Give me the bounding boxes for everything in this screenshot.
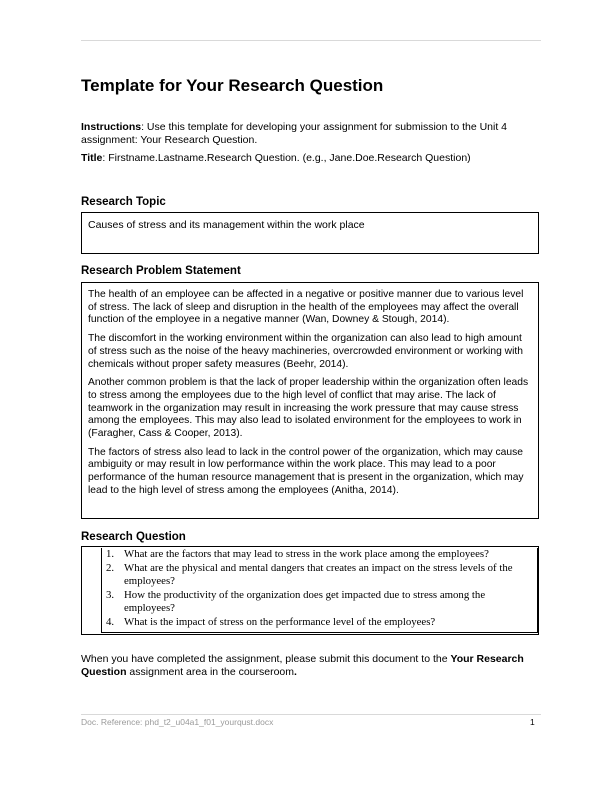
header-divider — [81, 40, 541, 41]
research-question-heading: Research Question — [81, 531, 186, 543]
closing-paragraph — [81, 653, 541, 679]
research-topic-text: Causes of stress and its management within the work place — [88, 219, 365, 231]
list-item-number: 1. — [106, 548, 115, 560]
instructions-paragraph — [81, 121, 541, 147]
research-topic-heading: Research Topic — [81, 196, 166, 208]
instructions-text: : Use this template for developing your assignment for submission to the Unit 4 assignment: Your Research Question. — [81, 121, 508, 146]
list-item-text: How the productivity of the organization does get impacted due to stress among the employees? — [124, 588, 486, 614]
closing-period: . — [294, 666, 297, 678]
list-item — [102, 562, 537, 589]
footer-divider — [81, 714, 541, 715]
research-question-box[interactable] — [81, 546, 539, 635]
problem-paragraph: The factors of stress also lead to lack in the control power of the organization, which may cause ambiguity or may result in low performance within the work place. This may lead to a poor performance of the human resource management that is present in the organization, which may lead to the high level of stress among the employees (Anitha, 2014). — [88, 446, 524, 496]
footer-doc-reference: Doc. Reference: phd_t2_u04a1_f01_yourqust.docx — [81, 717, 274, 727]
footer-page-number: 1 — [530, 717, 535, 727]
closing-text: When you have completed the assignment, please submit this document to the — [81, 653, 451, 665]
instructions-label: Instructions — [81, 121, 142, 133]
title-paragraph — [81, 152, 541, 165]
title-label: Title — [81, 152, 103, 164]
closing-text-after: assignment area in the courseroom — [126, 666, 295, 678]
page-title: Template for Your Research Question — [81, 76, 384, 95]
list-item-text: What are the factors that may lead to stress in the work place among the employees? — [124, 548, 489, 560]
title-text: : Firstname.Lastname.Research Question. (e.g., Jane.Doe.Research Question) — [102, 152, 471, 164]
problem-statement-box[interactable] — [81, 282, 539, 519]
list-item-number: 2. — [106, 561, 115, 574]
problem-statement-heading: Research Problem Statement — [81, 265, 241, 277]
research-question-list — [102, 548, 537, 629]
assignment-area-name: Your Research Question — [81, 653, 524, 678]
list-item-text: What are the physical and mental dangers that creates an impact on the stress levels of the employees? — [124, 561, 513, 587]
problem-paragraph: The health of an employee can be affected in a negative or positive manner due to various level of stress. The lack of sleep and disruption in the health of the employees may affect the overall function of the employee in a negative manner (Wan, Downey & Stough, 2014). — [88, 289, 524, 326]
research-question-list-container — [101, 548, 538, 633]
problem-paragraph: The discomfort in the working environment within the organization can also lead to high amount of stress such as the noise of the heavy machineries, overcrowded environment or working with chemicals without proper safety measures (Beehr, 2014). — [88, 333, 523, 370]
list-item-number: 4. — [106, 615, 115, 628]
list-item-number: 3. — [106, 588, 115, 601]
list-item-text: What is the impact of stress on the performance level of the employees? — [124, 615, 436, 628]
list-item — [102, 589, 537, 616]
research-topic-box[interactable] — [81, 212, 539, 254]
list-item — [102, 616, 537, 630]
problem-paragraph: Another common problem is that the lack of proper leadership within the organization often leads to stress among the employees due to the high level of conflict that may arise. The lack of teamwork in the organization may result in increasing the work pressure that may cause stress among the employees. This may also lead to isolated environment for the employees to work in (Faragher, Cass & Cooper, 2013). — [88, 377, 529, 440]
list-item — [102, 548, 537, 562]
